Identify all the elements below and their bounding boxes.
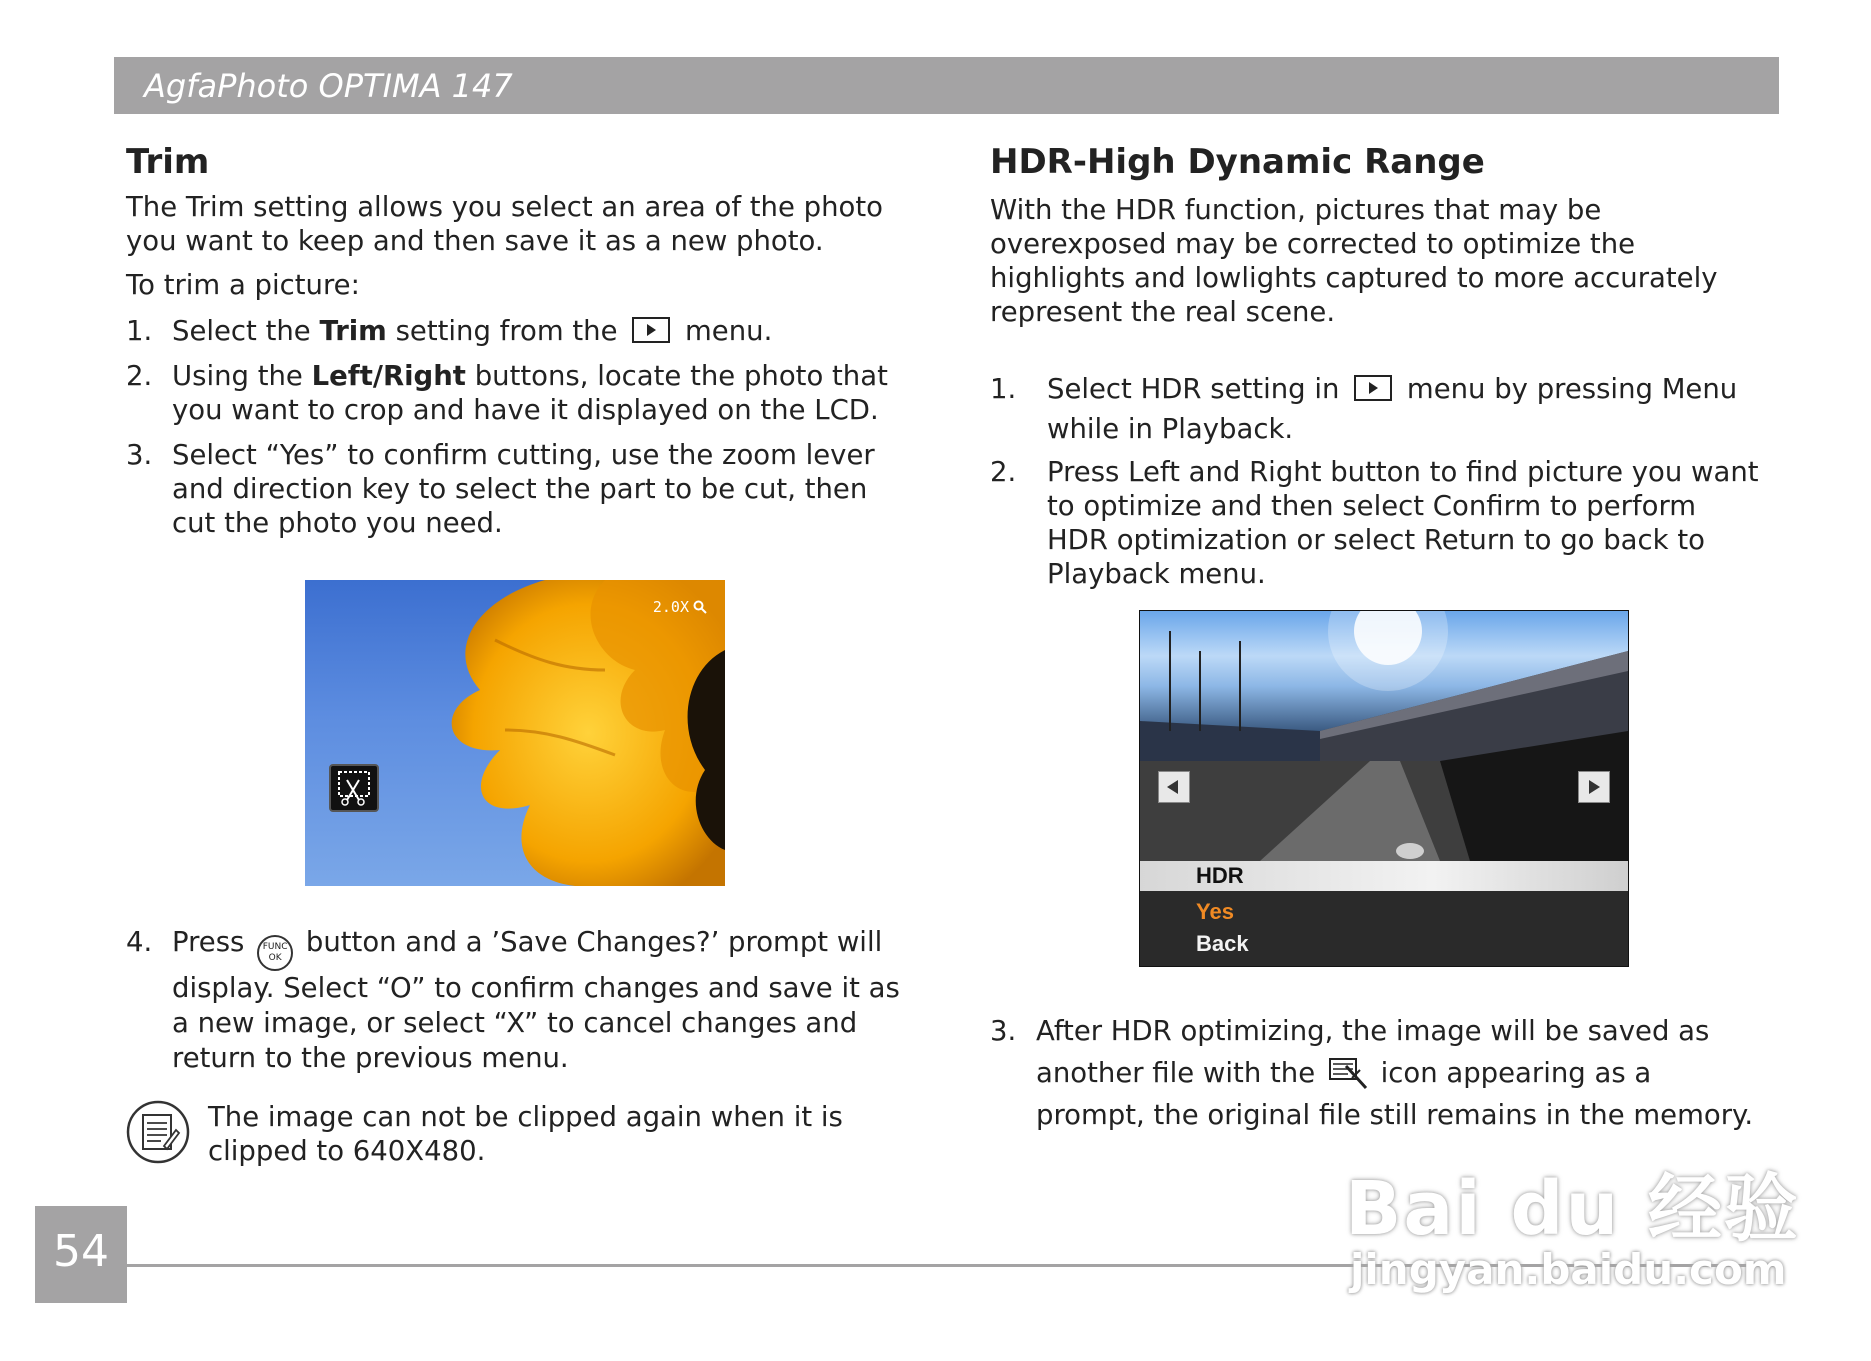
- zoom-label: 2.0X: [652, 598, 689, 616]
- trim-intro: The Trim setting allows you select an area of the photo you want to keep and then save it as a new photo.: [126, 191, 883, 257]
- list-item: 2. Using the Left/Right buttons, locate the photo that you want to crop and have it displayed on the LCD.: [126, 360, 888, 426]
- hdr-menu-title: HDR: [1196, 863, 1244, 888]
- func-ok-button-icon: FUNC OK: [257, 935, 293, 971]
- next-arrow-button[interactable]: [1578, 771, 1610, 803]
- hdr-intro: With the HDR function, pictures that may be overexposed may be corrected to optimize the highlights and lowlights captured to more accurately represent the real scene.: [990, 194, 1718, 328]
- trim-instructions-label: To trim a picture:: [126, 269, 360, 301]
- note-block: [126, 1100, 906, 1168]
- trim-step-4-block: [126, 925, 906, 1168]
- hdr-option-yes[interactable]: Yes: [1196, 899, 1234, 924]
- page-number: 54: [53, 1226, 109, 1277]
- list-item: 1. Select HDR setting in menu by pressing Menu while in Playback.: [990, 373, 1738, 445]
- trim-section: [126, 140, 906, 540]
- list-item: 4. Press FUNC OK button and a ’Save Changes?’ prompt will display. Select “O” to confirm changes and save it as a new image, or select “X” to cancel changes and return to the previous menu.: [126, 926, 900, 1074]
- hdr-heading: HDR-High Dynamic Range: [990, 142, 1485, 182]
- playback-icon: [1354, 375, 1392, 401]
- harbor-photo: [1140, 611, 1628, 861]
- sunflower-illustration: [305, 580, 725, 886]
- list-item: 3. After HDR optimizing, the image will be saved as another file with the icon appearing as a prompt, the original file still remains in the memory.: [990, 1015, 1754, 1131]
- magnifier-icon: [693, 600, 707, 614]
- previous-arrow-button[interactable]: [1158, 771, 1190, 803]
- scissors-trim-icon: [329, 764, 379, 812]
- hdr-section: [990, 140, 1760, 591]
- playback-icon: [632, 317, 670, 343]
- note-icon: [126, 1100, 190, 1164]
- hdr-step-3-block: [990, 1010, 1760, 1136]
- page-number-box: [35, 1206, 127, 1303]
- list-item: 3. Select “Yes” to confirm cutting, use the zoom lever and direction key to select the part to be cut, then cut the photo you need.: [126, 439, 875, 539]
- trim-steps: [126, 314, 906, 540]
- trim-example-image: [305, 580, 725, 886]
- hdr-menu-title-bar: [1140, 861, 1628, 891]
- hdr-saved-icon: [1328, 1056, 1368, 1090]
- hdr-camera-screen: [1139, 610, 1629, 967]
- list-item: 2. Press Left and Right button to find picture you want to optimize and then select Confirm to perform HDR optimization or select Return to go back to Playback menu.: [990, 456, 1759, 590]
- trim-heading: Trim: [126, 142, 210, 182]
- list-item: 1. Select the Trim setting from the menu.: [126, 315, 773, 347]
- baidu-watermark-url: jingyan.baidu.com: [1350, 1245, 1787, 1294]
- header-bar: [114, 57, 1779, 114]
- note-text: The image can not be clipped again when it is clipped to 640X480.: [208, 1101, 843, 1167]
- hdr-steps: [990, 369, 1760, 591]
- baidu-watermark: Bai du 经验: [1345, 1166, 1800, 1252]
- hdr-option-back[interactable]: Back: [1196, 931, 1249, 956]
- manual-title: AgfaPhoto OPTIMA 147: [144, 67, 513, 105]
